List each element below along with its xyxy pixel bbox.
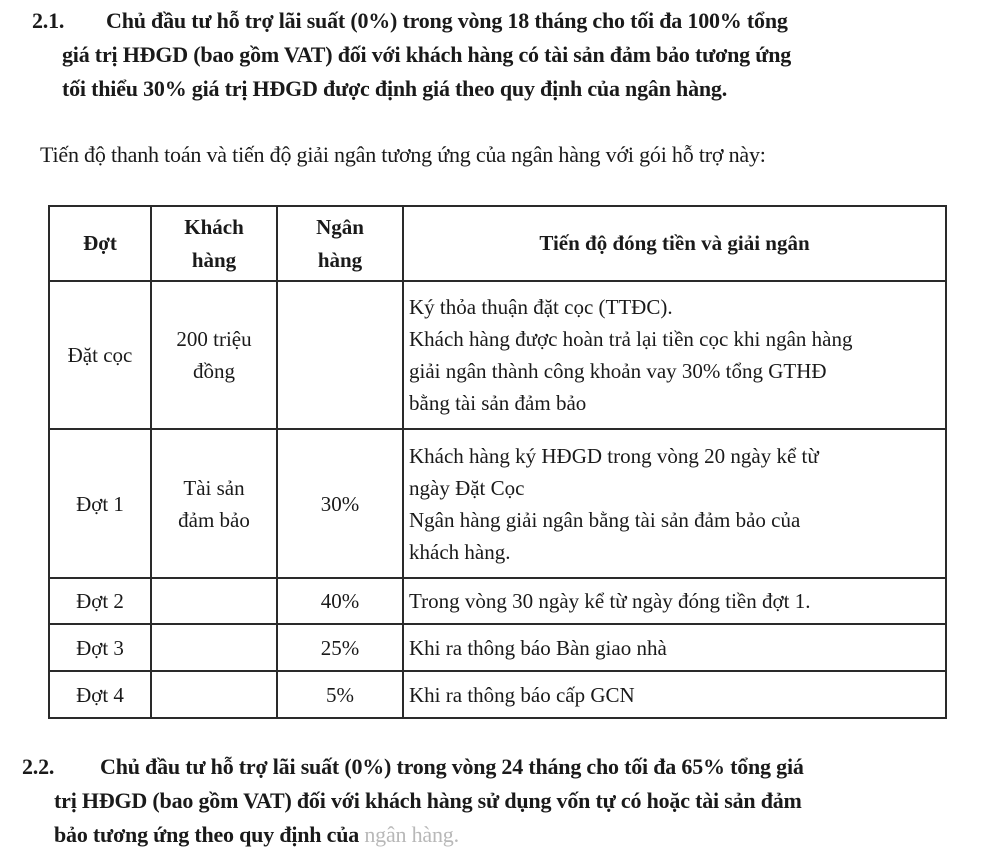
header-khach-hang-line: Khách bbox=[184, 214, 244, 239]
cell-line: bằng tài sản đảm bảo bbox=[409, 391, 587, 415]
cell-line: Khi ra thông báo Bàn giao nhà bbox=[409, 635, 667, 660]
cell-line: Khách hàng ký HĐGD trong vòng 20 ngày kể từ bbox=[409, 443, 819, 468]
cell-line: đồng bbox=[193, 359, 235, 383]
header-dot: Đợt bbox=[49, 206, 151, 281]
cell-line: Ngân hàng giải ngân bằng tài sản đảm bảo của bbox=[409, 507, 801, 532]
section-2-1 bbox=[32, 4, 972, 106]
cell-line: Trong vòng 30 ngày kể từ ngày đóng tiền đợt 1. bbox=[409, 589, 811, 613]
table-row bbox=[49, 671, 946, 718]
header-khach-hang bbox=[151, 206, 277, 281]
header-ngan-hang-line: hàng bbox=[317, 247, 363, 272]
section-text-line: trị HĐGD (bao gồm VAT) đối với khách hàng sử dụng vốn tự có hoặc tài sản đảm bbox=[54, 788, 802, 813]
cell-khach-hang bbox=[151, 671, 277, 718]
cell-line: ngày Đặt Cọc bbox=[409, 475, 525, 500]
section-text-visible: bảo tương ứng theo quy định của bbox=[54, 822, 360, 847]
header-ngan-hang bbox=[277, 206, 403, 281]
section-2-2 bbox=[22, 750, 972, 852]
cell-ngan-hang bbox=[277, 281, 403, 429]
section-text-faded: ngân hàng. bbox=[359, 822, 459, 847]
table-row bbox=[49, 624, 946, 671]
payment-schedule-table bbox=[48, 205, 947, 719]
cell-tien-do bbox=[403, 624, 946, 671]
section-text-line: Chủ đầu tư hỗ trợ lãi suất (0%) trong vòng 18 tháng cho tối đa 100% tổng bbox=[106, 8, 788, 33]
table-intro-text: Tiến độ thanh toán và tiến độ giải ngân tương ứng của ngân hàng với gói hỗ trợ này: bbox=[40, 142, 766, 167]
cell-line: giải ngân thành công khoản vay 30% tổng GTHĐ bbox=[409, 359, 827, 383]
cell-tien-do bbox=[403, 671, 946, 718]
cell-dot: Đợt 4 bbox=[49, 671, 151, 718]
cell-line: Khi ra thông báo cấp GCN bbox=[409, 682, 635, 707]
section-number: 2.2. bbox=[22, 754, 55, 779]
cell-line: Ký thỏa thuận đặt cọc (TTĐC). bbox=[409, 295, 673, 319]
cell-tien-do bbox=[403, 281, 946, 429]
cell-ngan-hang: 25% bbox=[277, 624, 403, 671]
cell-line: đảm bảo bbox=[178, 507, 250, 532]
cell-line: Tài sản bbox=[183, 475, 245, 500]
table-row bbox=[49, 281, 946, 429]
table-header-row bbox=[49, 206, 946, 281]
section-text-line: Chủ đầu tư hỗ trợ lãi suất (0%) trong vòng 24 tháng cho tối đa 65% tổng giá bbox=[100, 754, 804, 779]
cell-line: Khách hàng được hoàn trả lại tiền cọc khi ngân hàng bbox=[409, 327, 853, 351]
cell-ngan-hang: 30% bbox=[277, 429, 403, 578]
table-row bbox=[49, 429, 946, 578]
cell-dot: Đợt 2 bbox=[49, 578, 151, 624]
cell-line: khách hàng. bbox=[409, 539, 511, 564]
section-text-line bbox=[22, 818, 972, 852]
header-khach-hang-line: hàng bbox=[191, 247, 237, 272]
cell-ngan-hang: 5% bbox=[277, 671, 403, 718]
cell-dot: Đặt cọc bbox=[49, 281, 151, 429]
section-number: 2.1. bbox=[32, 8, 65, 33]
table-row bbox=[49, 578, 946, 624]
cell-line: 200 triệu bbox=[176, 327, 252, 351]
cell-khach-hang bbox=[151, 624, 277, 671]
cell-ngan-hang: 40% bbox=[277, 578, 403, 624]
cell-tien-do bbox=[403, 578, 946, 624]
section-text-line: tối thiểu 30% giá trị HĐGD được định giá theo quy định của ngân hàng. bbox=[62, 76, 727, 101]
section-text-line: giá trị HĐGD (bao gồm VAT) đối với khách hàng có tài sản đảm bảo tương ứng bbox=[62, 42, 792, 67]
header-ngan-hang-line: Ngân bbox=[316, 214, 364, 239]
cell-khach-hang bbox=[151, 429, 277, 578]
cell-khach-hang bbox=[151, 281, 277, 429]
cell-dot: Đợt 1 bbox=[49, 429, 151, 578]
header-tien-do: Tiến độ đóng tiền và giải ngân bbox=[403, 206, 946, 281]
cell-dot: Đợt 3 bbox=[49, 624, 151, 671]
cell-khach-hang bbox=[151, 578, 277, 624]
cell-tien-do bbox=[403, 429, 946, 578]
